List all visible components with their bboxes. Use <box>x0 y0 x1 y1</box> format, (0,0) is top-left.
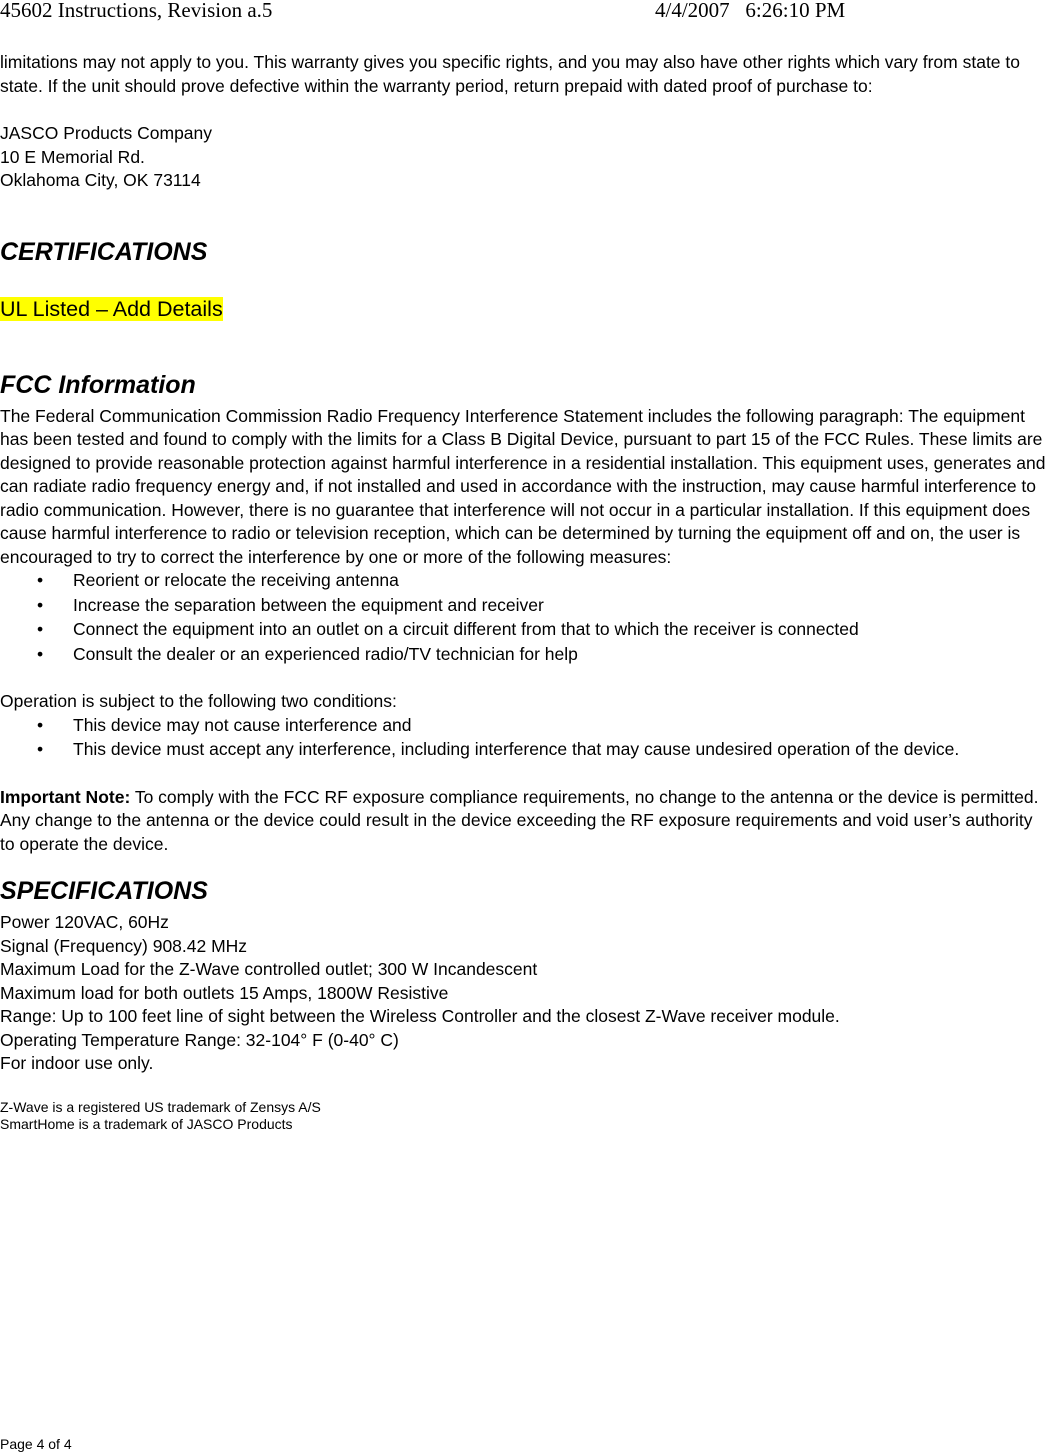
list-item-text: Increase the separation between the equipment and receiver <box>73 594 544 615</box>
address-city: Oklahoma City, OK 73114 <box>0 170 201 190</box>
important-note <box>0 786 1047 857</box>
document-body <box>0 51 1047 1133</box>
list-item-text: Reorient or relocate the receiving antenna <box>73 570 399 590</box>
specifications-heading: SPECIFICATIONS <box>0 877 208 905</box>
page-header <box>0 0 1047 24</box>
document-title: 45602 Instructions, Revision a.5 <box>0 0 273 22</box>
spec-line: Power 120VAC, 60Hz <box>0 912 169 932</box>
fcc-heading: FCC Information <box>0 370 196 399</box>
conditions-intro: Operation is subject to the following two conditions: <box>0 691 397 711</box>
document-datetime: 4/4/2007 6:26:10 PM <box>655 0 846 22</box>
list-item-text: Connect the equipment into an outlet on a circuit different from that to which the receiver is connected <box>73 619 859 639</box>
ul-note-highlight: UL Listed – Add Details <box>0 296 223 321</box>
fcc-conditions-list <box>0 714 1047 762</box>
bullet-icon: • <box>37 594 44 615</box>
list-item <box>0 594 1047 618</box>
spec-line: For indoor use only. <box>0 1053 154 1073</box>
spacer <box>0 667 1047 690</box>
trademarks <box>0 1099 1047 1133</box>
list-item-text: This device may not cause interference and <box>73 714 412 735</box>
list-item-text: This device must accept any interference, including interference that may cause undesired operation of the device. <box>73 739 960 759</box>
spec-line: Maximum load for both outlets 15 Amps, 1800W Resistive <box>0 982 449 1003</box>
bullet-icon: • <box>37 643 44 664</box>
trademark-line: Z-Wave is a registered US trademark of Zensys A/S <box>0 1098 321 1115</box>
spec-line: Maximum Load for the Z-Wave controlled outlet; 300 W Incandescent <box>0 959 538 979</box>
important-note-label: Important Note: <box>0 786 131 807</box>
warranty-paragraph: limitations may not apply to you. This warranty gives you specific rights, and you may also have other rights which vary from state to state. If the unit should prove defective within the warranty period, return prepaid with dated proof of purchase to: <box>0 52 1020 96</box>
list-item <box>0 738 1047 762</box>
specifications-list <box>0 911 1047 1076</box>
important-note-text: To comply with the FCC RF exposure compliance requirements, no change to the antenna or the device is permitted. Any change to the antenna or the device could result in the device exceeding the RF exposure requirements and void user’s authority to operate the device. <box>0 786 1039 854</box>
spec-line: Operating Temperature Range: 32-104° F (0-40° C) <box>0 1029 399 1050</box>
spec-line: Signal (Frequency) 908.42 MHz <box>0 935 248 956</box>
bullet-icon: • <box>37 714 44 735</box>
fcc-measures-list <box>0 569 1047 666</box>
spacer <box>0 1076 1047 1099</box>
list-item <box>0 714 1047 738</box>
address-company: JASCO Products Company <box>0 123 213 143</box>
spacer <box>0 763 1047 786</box>
trademark-line: SmartHome is a trademark of JASCO Products <box>0 1115 293 1132</box>
list-item <box>0 618 1047 642</box>
ul-note <box>0 295 1047 323</box>
bullet-icon: • <box>37 739 44 759</box>
list-item <box>0 569 1047 593</box>
fcc-intro-paragraph: The Federal Communication Commission Radio Frequency Interference Statement includes the following paragraph: The equipment has been tested and found to comply with the limits for a Class B Digital Device, pursuant to part 15 of the FCC Rules. These limits are designed to provide reasonable protection against harmful interference in a residential installation. This equipment uses, generates and can radiate radio frequency energy and, if not installed and used in accordance with the instruction, may cause harmful interference to radio communication. However, there is no guarantee that interference will not occur in a particular installation. If this equipment does cause harmful interference to radio or television reception, which can be determined by turning the equipment off and on, the user is encouraged to try to correct the interference by one or more of the following measures: <box>0 405 1046 567</box>
certifications-heading: CERTIFICATIONS <box>0 237 208 266</box>
address-street: 10 E Memorial Rd. <box>0 146 145 167</box>
bullet-icon: • <box>37 570 44 590</box>
list-item <box>0 643 1047 667</box>
list-item-text: Consult the dealer or an experienced radio/TV technician for help <box>73 643 578 664</box>
bullet-icon: • <box>37 619 44 639</box>
return-address <box>0 122 1047 193</box>
page-number: Page 4 of 4 <box>0 1436 72 1452</box>
spec-line: Range: Up to 100 feet line of sight between the Wireless Controller and the closest Z-Wave receiver module. <box>0 1006 840 1026</box>
